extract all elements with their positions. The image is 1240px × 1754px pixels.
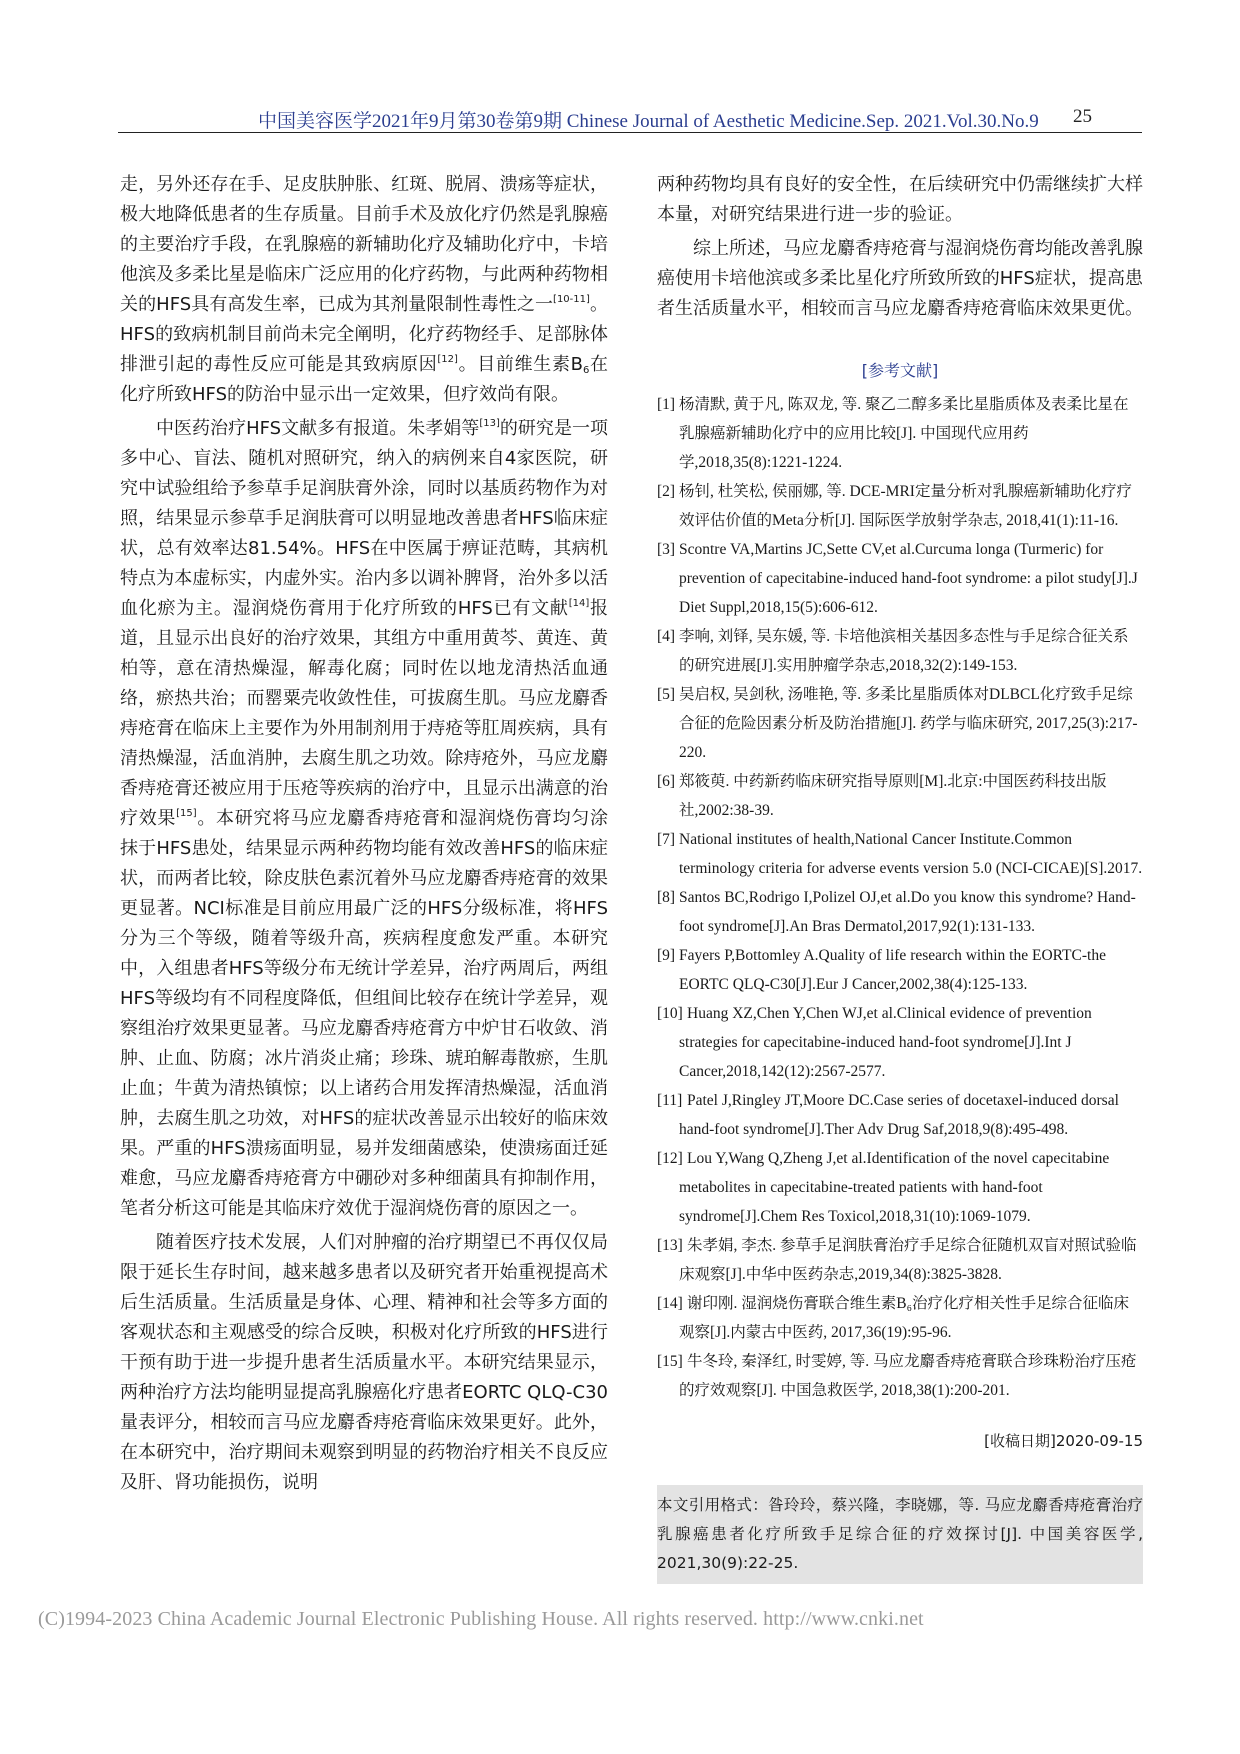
paragraph-1-text-3: 。目前维生素B bbox=[457, 354, 583, 375]
left-column bbox=[120, 170, 608, 1498]
reference-item bbox=[657, 622, 1143, 680]
reference-text: 杨钊, 杜笑松, 侯丽娜, 等. DCE-MRI定量分析对乳腺癌新辅助化疗疗效评估价值的Meta分析[J]. 国际医学放射学杂志, 2018,41(1):11-16. bbox=[679, 483, 1132, 529]
paragraph-1-text-4: 在化疗所致HFS的防治中显示出一定效果，但疗效尚有限。 bbox=[120, 354, 609, 405]
reference-item bbox=[657, 390, 1143, 477]
reference-number: [10] bbox=[657, 1005, 683, 1022]
paragraph-1 bbox=[120, 170, 608, 410]
reference-text: Huang XZ,Chen Y,Chen WJ,et al.Clinical evidence of prevention strategies for capecitabine-induced hand-foot syndrome[J].Int J Cancer,2018,142(12):2567-2577. bbox=[679, 1005, 1092, 1080]
reference-number: [3] bbox=[657, 541, 676, 558]
reference-item bbox=[657, 767, 1143, 825]
reference-text: 朱孝娟, 李杰. 参草手足润肤膏治疗手足综合征随机双盲对照试验临床观察[J].中华中医药杂志,2019,34(8):3825-3828. bbox=[679, 1237, 1137, 1283]
reference-number: [5] bbox=[657, 686, 676, 703]
reference-number: [13] bbox=[657, 1237, 683, 1254]
paragraph-2-text-3: 报道，且显示出良好的治疗效果，其组方中重用黄芩、黄连、黄柏等，意在清热燥湿，解毒化腐；同时佐以地龙清热活血通络，瘀热共治；而罂粟壳收敛性佳，可拔腐生肌。马应龙麝香痔疮膏在临床上主要作为外用制剂用于痔疮等肛周疾病，具有清热燥湿，活血消肿，去腐生肌之功效。除痔疮外，马应龙麝香痔疮膏还被应用于压疮等疾病的治疗中，且显示出满意的治疗效果 bbox=[120, 598, 609, 829]
paragraph-2 bbox=[120, 414, 608, 1224]
reference-number: [9] bbox=[657, 947, 676, 964]
citation-15[interactable]: [15] bbox=[176, 808, 197, 819]
reference-text: Patel J,Ringley JT,Moore DC.Case series of docetaxel-induced dorsal hand-foot syndrome[J].Ther Adv Drug Saf,2018,9(8):495-498. bbox=[679, 1092, 1119, 1138]
reference-text: 杨清默, 黄于凡, 陈双龙, 等. 聚乙二醇多柔比星脂质体及表柔比星在乳腺癌新辅助化疗中的应用比较[J]. 中国现代应用药学,2018,35(8):1221-1224. bbox=[679, 396, 1129, 471]
right-column bbox=[657, 170, 1143, 1584]
reference-text: Lou Y,Wang Q,Zheng J,et al.Identification of the novel capecitabine metabolites in capecitabine-treated patients with hand-foot syndrome[J].Chem Res Toxicol,2018,31(10):1069-1079. bbox=[679, 1150, 1110, 1225]
running-header bbox=[118, 102, 1142, 133]
reference-item bbox=[657, 535, 1143, 622]
paragraph-5: 综上所述，马应龙麝香痔疮膏与湿润烧伤膏均能改善乳腺癌使用卡培他滨或多柔比星化疗所致所致的HFS症状，提高患者生活质量水平，相较而言马应龙麝香痔疮膏临床效果更优。 bbox=[657, 238, 1143, 319]
reference-text: 谢印刚. 湿润烧伤膏联合维生素B₆治疗化疗相关性手足综合征临床观察[J].内蒙古中医药, 2017,36(19):95-96. bbox=[679, 1295, 1129, 1341]
reference-item bbox=[657, 825, 1143, 883]
reference-item bbox=[657, 477, 1143, 535]
reference-number: [2] bbox=[657, 483, 676, 500]
reference-item bbox=[657, 1086, 1143, 1144]
reference-item bbox=[657, 1289, 1143, 1347]
reference-text: National institutes of health,National Cancer Institute.Common terminology criteria for adverse events version 5.0 (NCI-CICAE)[S].2017. bbox=[679, 831, 1143, 877]
paragraph-2-text-2: 的研究是一项多中心、盲法、随机对照研究，纳入的病例来自4家医院，研究中试验组给予参草手足润肤膏外涂，同时以基质药物作为对照，结果显示参草手足润肤膏可以明显地改善患者HFS临床症状，总有效率达81.54%。HFS在中医属于痹证范畴，其病机特点为本虚标实，内虚外实。治内多以调补脾肾，治外多以活血化瘀为主。湿润烧伤膏用于化疗所致的HFS已有文献 bbox=[120, 418, 608, 619]
references-heading: [参考文献] bbox=[861, 361, 939, 380]
citation-format-box: 本文引用格式：昝玲玲，蔡兴隆，李晓娜，等. 马应龙麝香痔疮膏治疗乳腺癌患者化疗所致手足综合征的疗效探讨[J]. 中国美容医学, 2021,30(9):22-25. bbox=[657, 1485, 1143, 1584]
reference-number: [14] bbox=[657, 1295, 683, 1312]
paragraph-1-text-2: 。HFS的致病机制目前尚未完全阐明，化疗药物经手、足部脉体排泄引起的毒性反应可能是其致病原因 bbox=[120, 294, 609, 375]
citation-10-11[interactable]: [10-11] bbox=[553, 294, 590, 305]
paragraph-1-text-1: 走，另外还存在手、足皮肤肿胀、红斑、脱屑、溃疡等症状，极大地降低患者的生存质量。目前手术及放化疗仍然是乳腺癌的主要治疗手段，在乳腺癌的新辅助化疗及辅助化疗中，卡培他滨及多柔比星是临床广泛应用的化疗药物，与此两种药物相关的HFS具有高发生率，已成为其剂量限制性毒性之一 bbox=[120, 174, 608, 315]
paragraph-3: 随着医疗技术发展，人们对肿瘤的治疗期望已不再仅仅局限于延长生存时间，越来越多患者以及研究者开始重视提高术后生活质量。生活质量是身体、心理、精神和社会等多方面的客观状态和主观感受的综合反映，积极对化疗所致的HFS进行干预有助于进一步提升患者生活质量水平。本研究结果显示，两种治疗方法均能明显提高乳腺癌化疗患者EORTC QLQ-C30量表评分，相较而言马应龙麝香痔疮膏临床效果更好。此外，在本研究中，治疗期间未观察到明显的药物治疗相关不良反应及肝、肾功能损伤，说明 bbox=[120, 1232, 608, 1493]
reference-text: 牛冬玲, 秦泽红, 时雯婷, 等. 马应龙麝香痔疮膏联合珍珠粉治疗压疮的疗效观察[J]. 中国急救医学, 2018,38(1):200-201. bbox=[679, 1353, 1137, 1399]
reference-number: [6] bbox=[657, 773, 676, 790]
reference-number: [15] bbox=[657, 1353, 683, 1370]
citation-14[interactable]: [14] bbox=[568, 598, 590, 609]
citation-12[interactable]: [12] bbox=[437, 354, 458, 365]
subscript-6: 6 bbox=[582, 365, 590, 376]
reference-number: [8] bbox=[657, 889, 676, 906]
reference-text: 李响, 刘铎, 吴东媛, 等. 卡培他滨相关基因多态性与手足综合征关系的研究进展[J].实用肿瘤学杂志,2018,32(2):149-153. bbox=[679, 628, 1129, 674]
citation-13[interactable]: [13] bbox=[479, 418, 500, 429]
reference-text: Fayers P,Bottomley A.Quality of life research within the EORTC-the EORTC QLQ-C30[J].Eur J Cancer,2002,38(4):125-133. bbox=[679, 947, 1106, 993]
reference-item bbox=[657, 883, 1143, 941]
reference-number: [12] bbox=[657, 1150, 683, 1167]
journal-title: 中国美容医学2021年9月第30卷第9期 Chinese Journal of Aesthetic Medicine.Sep. 2021.Vol.30.No.9 bbox=[258, 111, 1039, 132]
reference-number: [4] bbox=[657, 628, 676, 645]
reference-text: Scontre VA,Martins JC,Sette CV,et al.Curcuma longa (Turmeric) for prevention of capecitabine-induced hand-foot syndrome: a pilot study[J].J Diet Suppl,2018,15(5):606-612. bbox=[679, 541, 1138, 616]
reference-text: Santos BC,Rodrigo I,Polizel OJ,et al.Do you know this syndrome? Hand-foot syndrome[J].An Bras Dermatol,2017,92(1):131-133. bbox=[679, 889, 1136, 935]
reference-number: [1] bbox=[657, 396, 676, 413]
reference-number: [11] bbox=[657, 1092, 683, 1109]
page-number: 25 bbox=[1073, 106, 1092, 127]
paragraph-2-text-1: 中医药治疗HFS文献多有报道。朱孝娟等 bbox=[156, 418, 480, 439]
reference-text: 吴启权, 吴剑秋, 汤唯艳, 等. 多柔比星脂质体对DLBCL化疗致手足综合征的危险因素分析及防治措施[J]. 药学与临床研究, 2017,25(3):217-220. bbox=[679, 686, 1138, 761]
copyright-footer: (C)1994-2023 China Academic Journal Electronic Publishing House. All rights reserved. http://www.cnki.net bbox=[38, 1608, 924, 1630]
paragraph-2-text-4: 。本研究将马应龙麝香痔疮膏和湿润烧伤膏均匀涂抹于HFS患处，结果显示两种药物均能有效改善HFS的临床症状，而两者比较，除皮肤色素沉着外马应龙麝香痔疮膏的效果更显著。NCI标准是目前应用最广泛的HFS分级标准，将HFS分为三个等级，随着等级升高，疾病程度愈发严重。本研究中，入组患者HFS等级分布无统计学差异，治疗两周后，两组HFS等级均有不同程度降低，但组间比较存在统计学差异，观察组治疗效果更显著。马应龙麝香痔疮膏方中炉甘石收敛、消肿、止血、防腐；冰片消炎止痛；珍珠、琥珀解毒散瘀，生肌止血；牛黄为清热镇惊；以上诸药合用发挥清热燥湿，活血消肿，去腐生肌之功效，对HFS的症状改善显示出较好的临床效果。严重的HFS溃疡面明显，易并发细菌感染，使溃疡面迁延难愈，马应龙麝香痔疮膏方中硼砂对多种细菌具有抑制作用，笔者分析这可能是其临床疗效优于湿润烧伤膏的原因之一。 bbox=[120, 808, 609, 1219]
references-list bbox=[657, 390, 1143, 1405]
received-date: [收稿日期]2020-09-15 bbox=[984, 1432, 1143, 1450]
paragraph-4: 两种药物均具有良好的安全性，在后续研究中仍需继续扩大样本量，对研究结果进行进一步的验证。 bbox=[657, 174, 1143, 225]
reference-item bbox=[657, 1231, 1143, 1289]
reference-number: [7] bbox=[657, 831, 676, 848]
reference-text: 郑筱萸. 中药新药临床研究指导原则[M].北京:中国医药科技出版社,2002:38-39. bbox=[679, 773, 1107, 819]
reference-item bbox=[657, 1144, 1143, 1231]
reference-item bbox=[657, 1347, 1143, 1405]
reference-item bbox=[657, 999, 1143, 1086]
reference-item bbox=[657, 941, 1143, 999]
reference-item bbox=[657, 680, 1143, 767]
